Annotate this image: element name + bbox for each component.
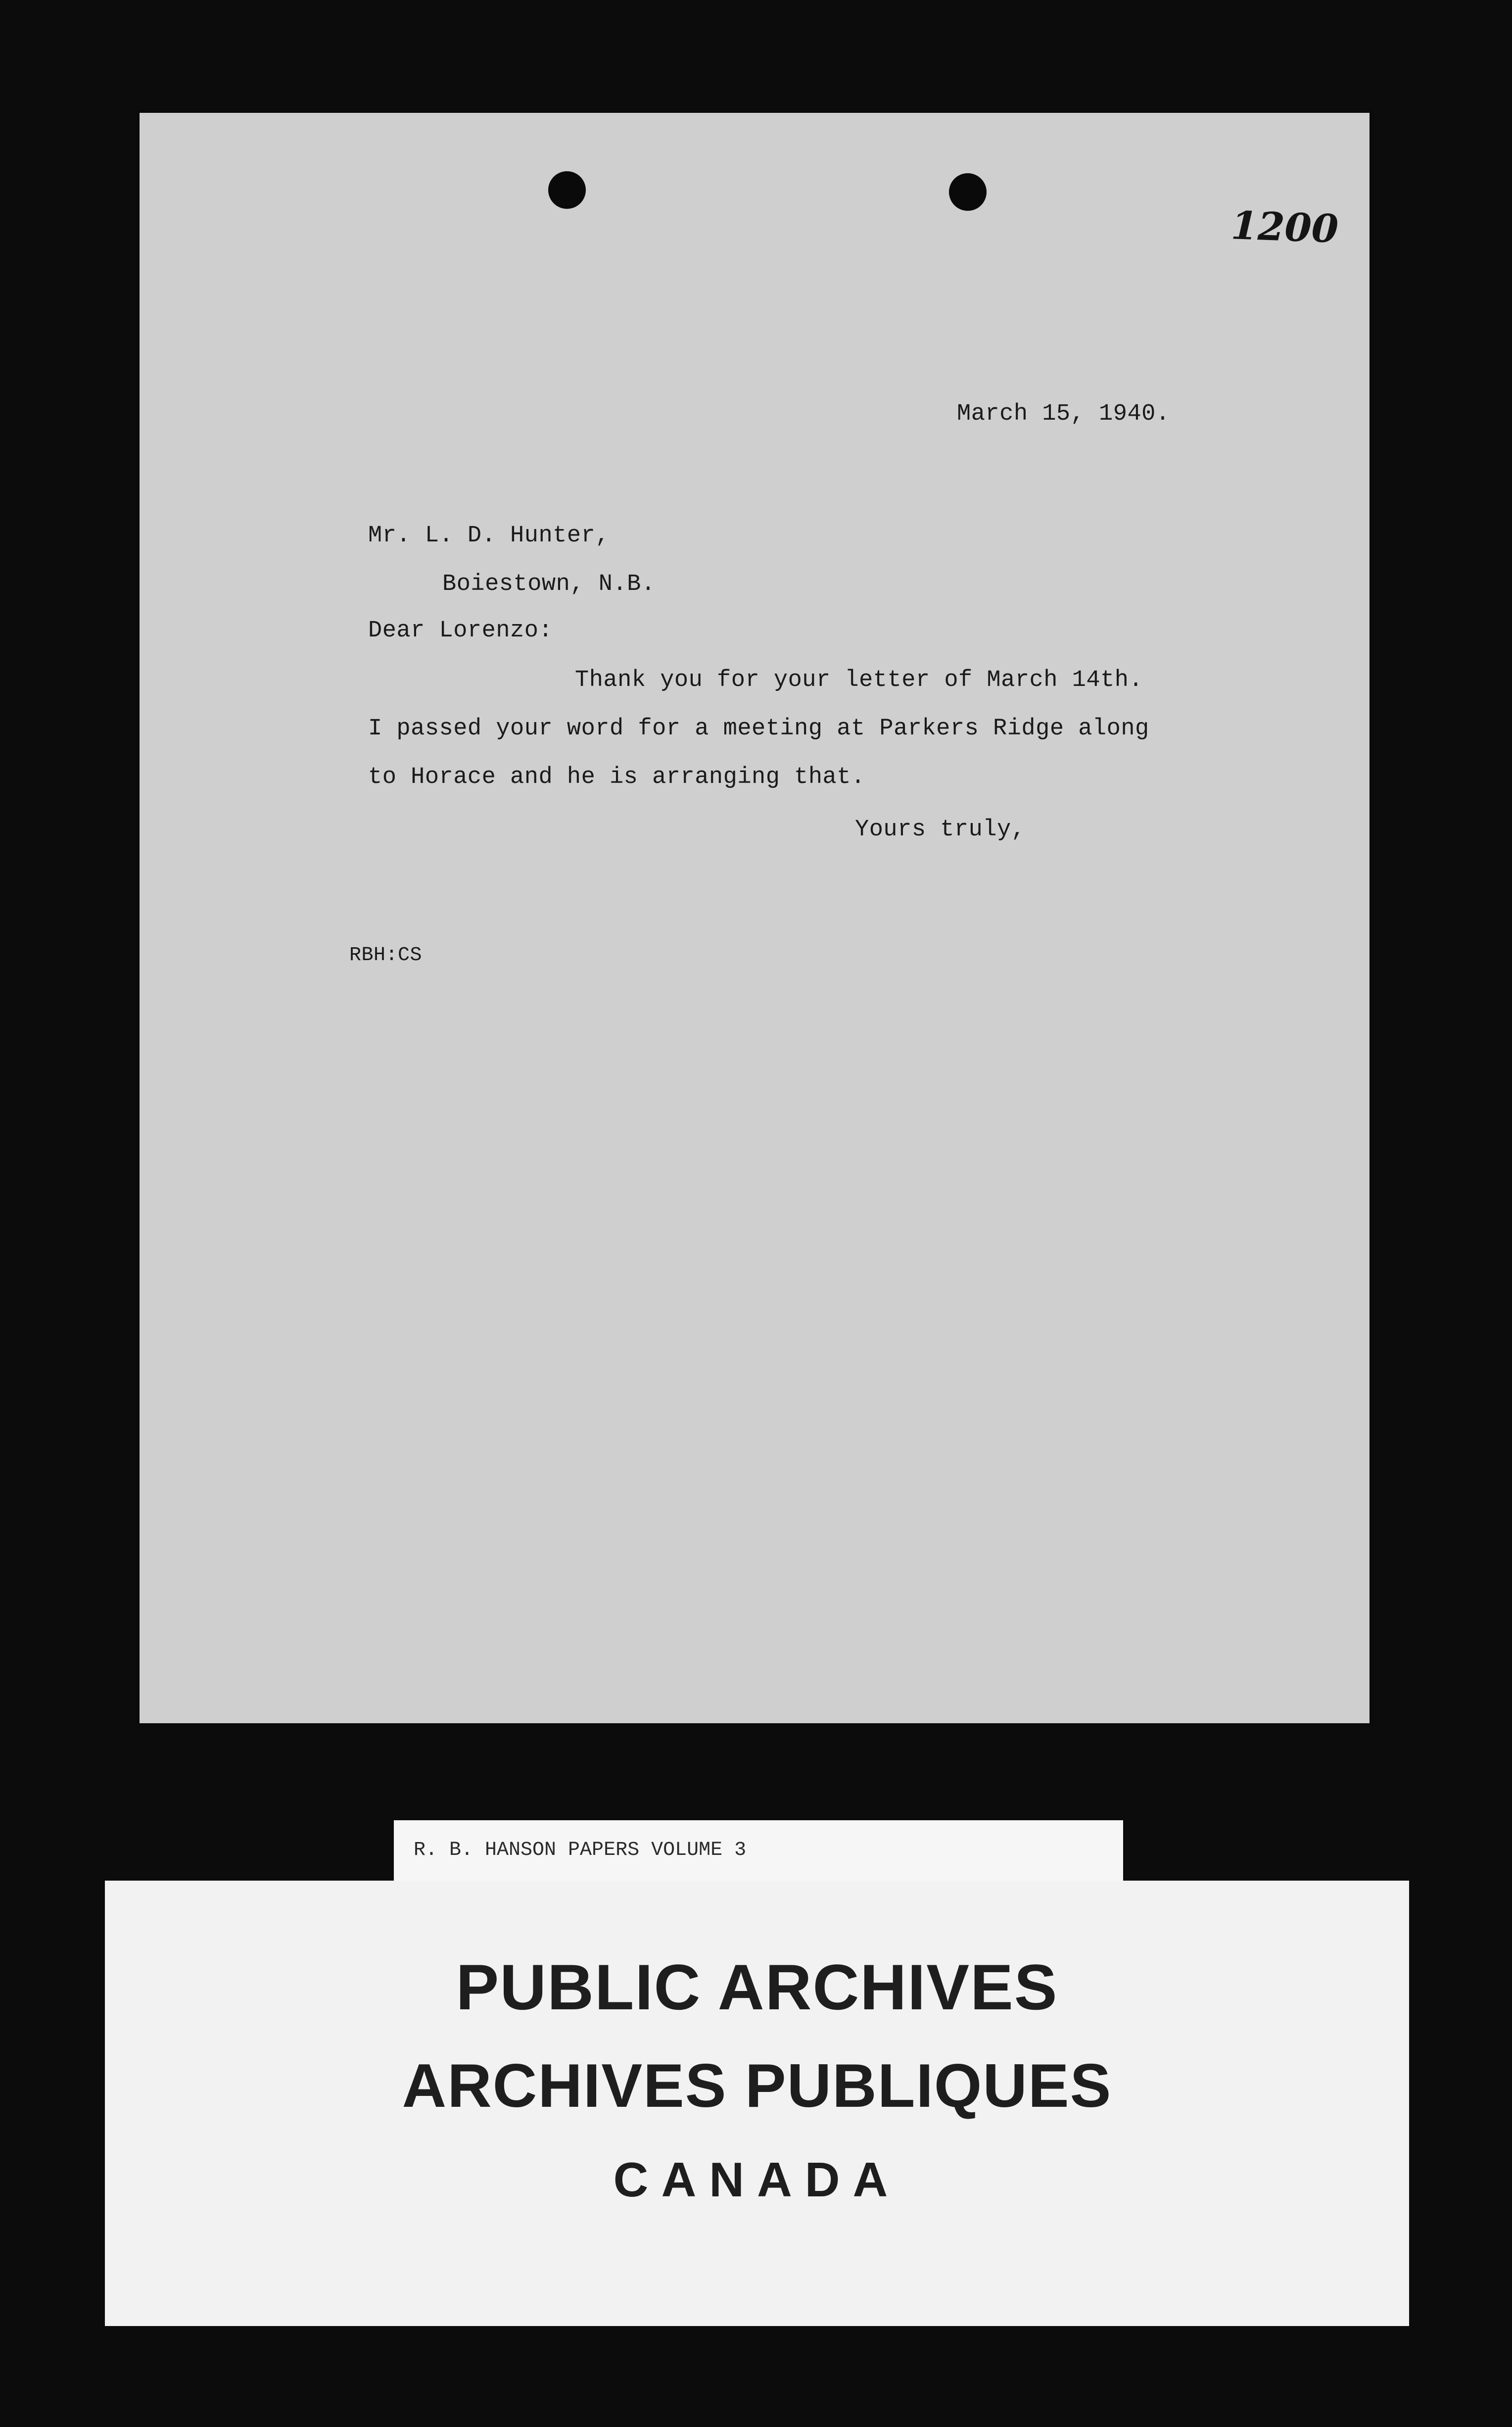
letter-body-line: Thank you for your letter of March 14th. <box>575 667 1143 693</box>
letter-body-line: I passed your word for a meeting at Parkers Ridge along <box>368 716 1149 742</box>
letter-closing: Yours truly, <box>855 817 1026 843</box>
volume-label-text: R. B. HANSON PAPERS VOLUME 3 <box>414 1839 747 1861</box>
folio-number: 1200 <box>1230 203 1339 252</box>
recipient-location: Boiestown, N.B. <box>442 571 656 597</box>
archives-title-french: ARCHIVES PUBLIQUES <box>402 2052 1112 2120</box>
recipient-name: Mr. L. D. Hunter, <box>368 523 610 549</box>
archives-title-english: PUBLIC ARCHIVES <box>456 1951 1058 2023</box>
punch-hole-left <box>548 171 586 209</box>
letter-date: March 15, 1940. <box>957 401 1170 427</box>
punch-hole-right <box>949 173 987 211</box>
letter-body-line: to Horace and he is arranging that. <box>368 764 865 790</box>
letter-page <box>140 113 1370 1723</box>
archives-country: CANADA <box>613 2152 901 2207</box>
archives-card <box>105 1881 1409 2326</box>
salutation: Dear Lorenzo: <box>368 618 553 644</box>
reference-initials: RBH:CS <box>349 944 423 967</box>
